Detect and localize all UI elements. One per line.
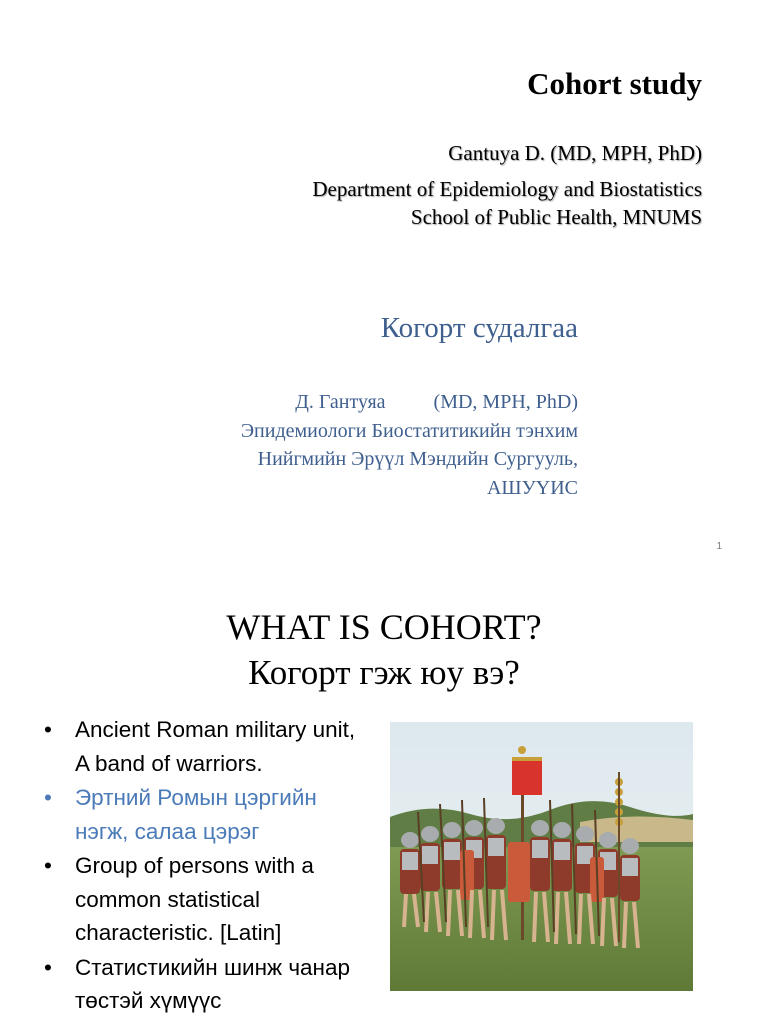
bullet-text: Group of persons with a common statistical characteristic. [Latin] [75, 853, 314, 945]
title-mongolian: Когорт гэж юу вэ? [248, 653, 520, 692]
bullet-text: Статистикийн шинж чанар төстэй хүмүүс [75, 954, 351, 1013]
bullet-item [40, 951, 370, 1018]
slide-2 [0, 572, 768, 1024]
bullet-dot: • [44, 853, 52, 878]
bullet-dot: • [44, 717, 52, 742]
bullet-text: Эртний Ромын цэргийн нэгж, салаа цэрэг [75, 785, 317, 844]
bullet-list [40, 713, 370, 1019]
title-english: WHAT IS COHORT? [226, 607, 542, 647]
mongolian-department-line: АШУҮИС [486, 476, 578, 499]
bullet-dot: • [44, 785, 52, 810]
mongolian-title: Когорт судалгаа [380, 312, 578, 344]
bullet-text: Ancient Roman military unit, A band of warriors. [75, 717, 356, 776]
department-line: School of Public Health, MNUMS [410, 205, 702, 229]
roman-soldiers-illustration [390, 722, 693, 991]
slide-title [0, 604, 768, 696]
mongolian-department-line: Эпидемиологи Биостатитикийн тэнхим [240, 419, 578, 442]
mongolian-department-line: Нийгмийн Эрүүл Мэндийн Сургууль, [257, 448, 578, 470]
roman-soldiers-photo [390, 722, 693, 991]
author-line: Gantuya D. (MD, MPH, PhD) [448, 141, 702, 165]
slide-title: Cohort study [527, 66, 702, 101]
bullet-item [40, 781, 370, 848]
mongolian-author-line [241, 388, 578, 417]
mongolian-author-name: Д. Гантуяа [295, 391, 386, 413]
bullet-item [40, 713, 370, 780]
bullet-item [40, 849, 370, 950]
department-block [312, 175, 702, 231]
bullet-dot: • [44, 954, 52, 980]
mongolian-author-block [241, 388, 578, 502]
mongolian-author-degrees: (MD, MPH, PhD) [433, 391, 578, 413]
department-line: Department of Epidemiology and Biostatistics [312, 177, 702, 201]
page-number: 1 [716, 541, 722, 552]
